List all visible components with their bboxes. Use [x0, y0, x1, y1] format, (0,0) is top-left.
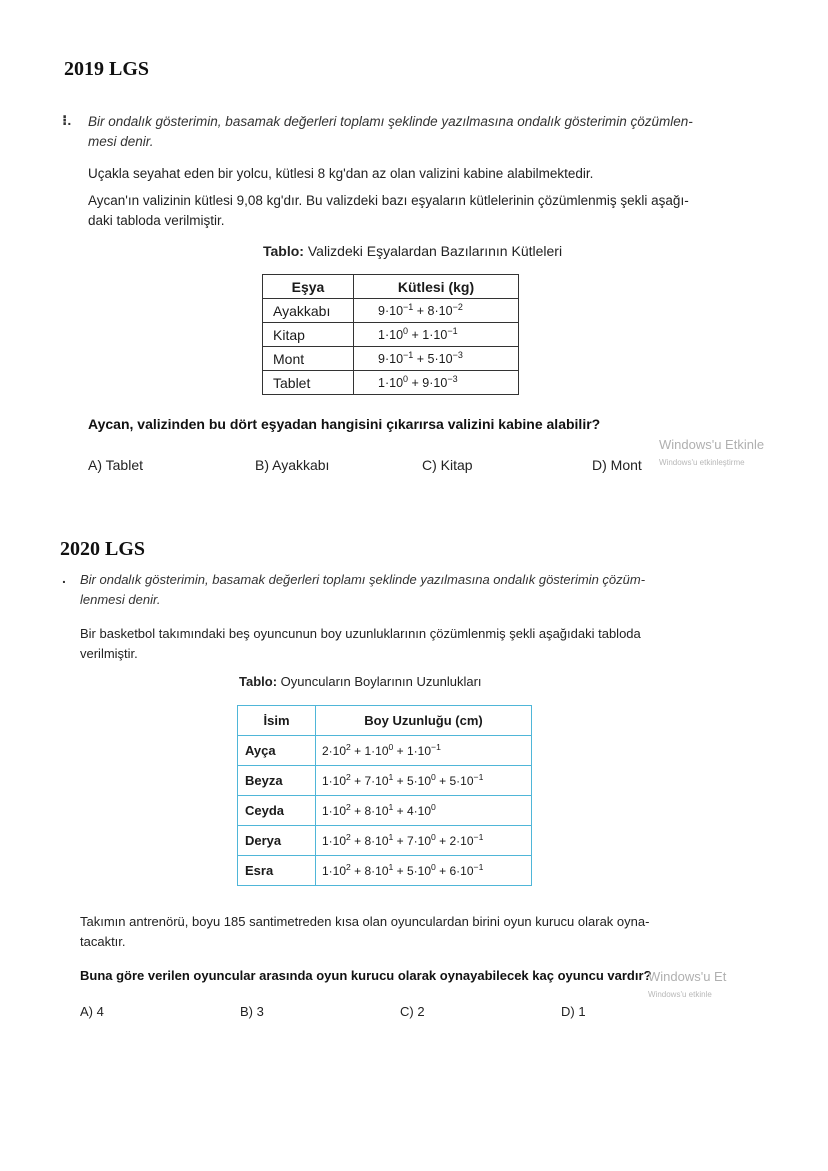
player-name-cell: Derya: [238, 826, 316, 856]
exponent: 0: [431, 771, 436, 782]
term-text: ·10: [384, 303, 404, 318]
term-text: 1·10: [322, 773, 347, 788]
mass-table: [262, 274, 519, 395]
exponent: −1: [473, 831, 484, 842]
item-name-cell: Ayakkabı: [263, 299, 354, 323]
paragraph-line: daki tabloda verilmiştir.: [88, 213, 225, 228]
exponent: −3: [447, 373, 458, 384]
height-value-cell: [316, 826, 532, 856]
table-row: [238, 766, 532, 796]
exponent: 0: [431, 861, 436, 872]
term-text: + 5·10: [435, 773, 474, 788]
table-header-cell: Kütlesi (kg): [354, 275, 519, 299]
paragraph-text: [80, 624, 740, 664]
exponent: −2: [452, 301, 463, 312]
table-header-cell: İsim: [238, 706, 316, 736]
table-row: [238, 826, 532, 856]
height-value-cell: [316, 736, 532, 766]
term-text: 9: [378, 351, 385, 366]
exponent: 0: [403, 325, 409, 336]
term-text: + 7·10: [393, 833, 432, 848]
exponent: 0: [403, 373, 409, 384]
term-text: 1: [378, 327, 385, 342]
option-c[interactable]: C) 2: [400, 1004, 425, 1019]
exponent: 2: [346, 861, 351, 872]
exponent: 1: [388, 831, 394, 842]
exponent: 1: [388, 861, 394, 872]
term-text: 2·10: [322, 743, 347, 758]
term-text: + 8·10: [350, 803, 389, 818]
question-bullet: .: [62, 570, 66, 586]
term-text: + 1·10: [350, 743, 389, 758]
option-a[interactable]: A) 4: [80, 1004, 104, 1019]
activation-watermark-sub: Windows'u etkinleştirme: [659, 458, 745, 467]
height-value-cell: [316, 856, 532, 886]
term-text: + 8·10: [350, 833, 389, 848]
item-name-cell: Tablet: [263, 371, 354, 395]
table-caption-label: Tablo:: [263, 243, 304, 259]
exponent: −1: [403, 301, 414, 312]
mass-value-cell: [354, 371, 519, 395]
term-text: + 5·10: [393, 863, 432, 878]
height-table: [237, 705, 532, 886]
term-text: 9: [378, 303, 385, 318]
activation-watermark-sub: Windows'u etkinle: [648, 990, 712, 999]
definition-line: Bir ondalık gösterimin, basamak değerleri toplamı şeklinde yazılmasına ondalık gösterimin çözümlen-: [88, 114, 693, 129]
question-bullet: ⁝.: [62, 112, 72, 128]
table-header-cell: Eşya: [263, 275, 354, 299]
paragraph-line: Aycan'ın valizinin kütlesi 9,08 kg'dır. Bu valizdeki bazı eşyaların kütlelerinin çözümlenmiş şekli aşağı-: [88, 193, 689, 208]
exponent: 0: [431, 831, 436, 842]
definition-line: lenmesi denir.: [80, 592, 161, 607]
item-name-cell: Kitap: [263, 323, 354, 347]
exponent: −1: [473, 861, 484, 872]
option-a[interactable]: A) Tablet: [88, 457, 143, 473]
definition-text: [88, 112, 758, 152]
exponent: −1: [473, 771, 484, 782]
exponent: −3: [452, 349, 463, 360]
term-text: ·10: [384, 327, 404, 342]
paragraph-line: Bir basketbol takımındaki beş oyuncunun boy uzunluklarının çözümlenmiş şekli aşağıdaki tabloda: [80, 626, 641, 641]
term-text: + 6·10: [435, 863, 474, 878]
term-text: 1·10: [322, 803, 347, 818]
exponent: 0: [388, 741, 394, 752]
term-text: + 8·10: [413, 303, 453, 318]
height-value-cell: [316, 766, 532, 796]
exponent: −1: [431, 741, 441, 752]
table-caption: [239, 674, 482, 689]
paragraph-text: Uçakla seyahat eden bir yolcu, kütlesi 8 kg'dan az olan valizini kabine alabilmektedir.: [88, 166, 594, 181]
exponent: 2: [346, 831, 351, 842]
table-row: [238, 856, 532, 886]
term-text: 1·10: [322, 863, 347, 878]
term-text: + 4·10: [393, 803, 432, 818]
section-title-2019: 2019 LGS: [64, 58, 150, 80]
player-name-cell: Ayça: [238, 736, 316, 766]
paragraph-line: verilmiştir.: [80, 646, 138, 661]
option-b[interactable]: B) Ayakkabı: [255, 457, 330, 473]
question-text: Aycan, valizinden bu dört eşyadan hangisini çıkarırsa valizini kabine alabilir?: [88, 416, 601, 432]
exponent: 2: [346, 771, 351, 782]
option-d[interactable]: D) Mont: [592, 457, 642, 473]
option-c[interactable]: C) Kitap: [422, 457, 473, 473]
term-text: + 5·10: [393, 773, 432, 788]
table-caption: [263, 243, 562, 259]
table-row: [238, 796, 532, 826]
table-caption-label: Tablo:: [239, 674, 278, 689]
section-title-2020: 2020 LGS: [60, 538, 146, 560]
term-text: + 8·10: [350, 863, 389, 878]
term-text: ·10: [384, 375, 404, 390]
table-row: [263, 371, 519, 395]
term-text: + 2·10: [435, 833, 474, 848]
height-value-cell: [316, 796, 532, 826]
definition-text: [80, 570, 740, 610]
term-text: 1: [378, 375, 385, 390]
term-text: + 5·10: [413, 351, 453, 366]
player-name-cell: Beyza: [238, 766, 316, 796]
table-header-row: [238, 706, 532, 736]
exponent: 1: [388, 801, 394, 812]
option-b[interactable]: B) 3: [240, 1004, 264, 1019]
mass-value-cell: [354, 299, 519, 323]
exponent: 2: [346, 741, 351, 752]
exponent: −1: [447, 325, 458, 336]
table-caption-text: Oyuncuların Boylarının Uzunlukları: [277, 674, 482, 689]
mass-value-cell: [354, 323, 519, 347]
table-row: [263, 347, 519, 371]
term-text: ·10: [384, 351, 404, 366]
option-d[interactable]: D) 1: [561, 1004, 586, 1019]
term-text: + 1·10: [408, 327, 448, 342]
term-text: 1·10: [322, 833, 347, 848]
item-name-cell: Mont: [263, 347, 354, 371]
definition-line: Bir ondalık gösterimin, basamak değerleri toplamı şeklinde yazılmasına ondalık gösterimin çözüm-: [80, 572, 646, 587]
activation-watermark: Windows'u Et: [648, 969, 727, 984]
table-header-row: [263, 275, 519, 299]
paragraph-text: [88, 191, 758, 231]
exponent: 2: [346, 801, 351, 812]
term-text: + 7·10: [350, 773, 389, 788]
activation-watermark: Windows'u Etkinle: [659, 437, 765, 452]
exponent: 0: [431, 801, 436, 812]
paragraph-line: Takımın antrenörü, boyu 185 santimetreden kısa olan oyunculardan birini oyun kurucu olarak oyna-: [80, 914, 650, 929]
table-row: [263, 299, 519, 323]
paragraph-line: tacaktır.: [80, 934, 126, 949]
table-header-cell: Boy Uzunluğu (cm): [316, 706, 532, 736]
player-name-cell: Esra: [238, 856, 316, 886]
player-name-cell: Ceyda: [238, 796, 316, 826]
table-row: [263, 323, 519, 347]
exponent: −1: [403, 349, 414, 360]
term-text: + 9·10: [408, 375, 448, 390]
paragraph-text: [80, 912, 740, 952]
table-row: [238, 736, 532, 766]
term-text: + 1·10: [393, 743, 432, 758]
mass-value-cell: [354, 347, 519, 371]
table-caption-text: Valizdeki Eşyalardan Bazılarının Kütleleri: [303, 243, 563, 259]
definition-line: mesi denir.: [88, 134, 154, 149]
question-text: Buna göre verilen oyuncular arasında oyun kurucu olarak oynayabilecek kaç oyuncu vardır?: [80, 968, 652, 983]
exponent: 1: [388, 771, 394, 782]
